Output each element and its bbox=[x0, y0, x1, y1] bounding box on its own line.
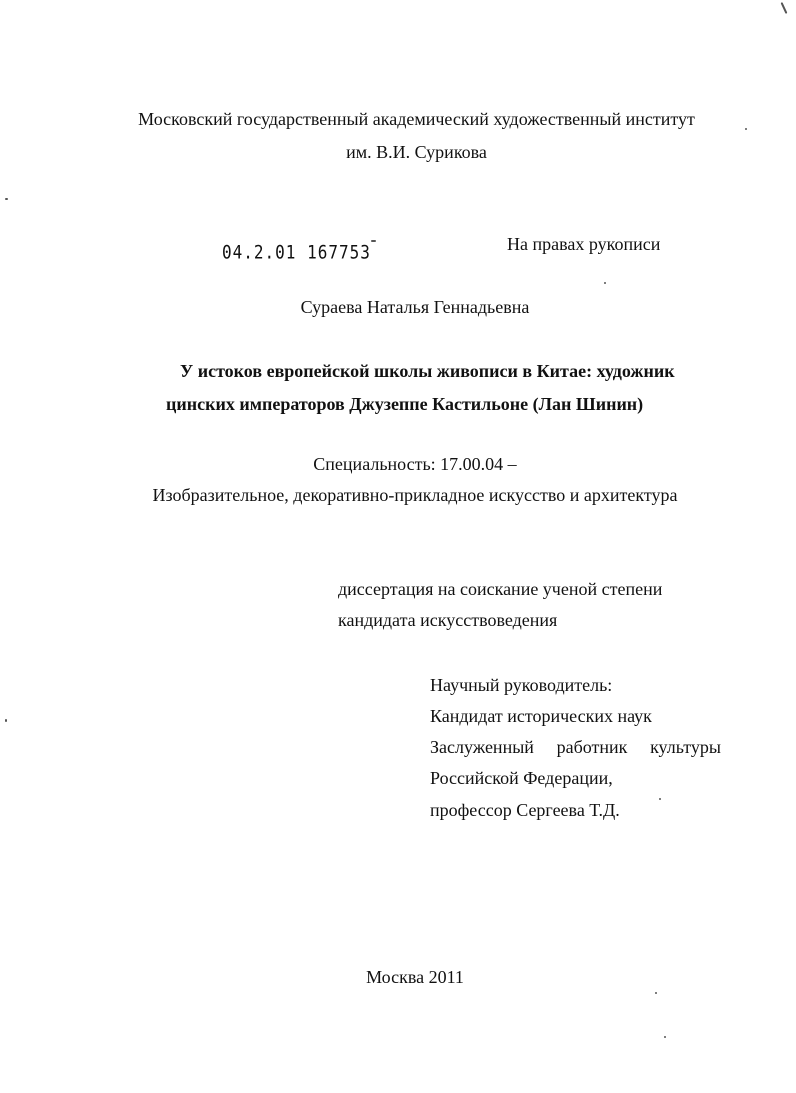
registry-stamp: 04.2.01 167753 bbox=[222, 241, 371, 263]
scan-artifact-speck bbox=[664, 1036, 666, 1038]
supervisor-name: профессор Сергеева Т.Д. bbox=[430, 800, 620, 820]
scan-artifact-speck bbox=[5, 198, 8, 200]
institution-name: Московский государственный академический художественный институт bbox=[138, 109, 695, 129]
supervisor-title-word-3: культуры bbox=[650, 737, 721, 757]
supervisor-honorary-title-cont: Российской Федерации, bbox=[430, 768, 613, 788]
author-name: Сураева Наталья Геннадьевна bbox=[300, 297, 530, 317]
supervisor-title-word-1: Заслуженный bbox=[430, 737, 534, 757]
supervisor-title-word-2: работник bbox=[556, 737, 628, 757]
supervisor-degree: Кандидат исторических наук bbox=[430, 706, 652, 726]
specialty-name: Изобразительное, декоративно-прикладное искусство и архитектура bbox=[152, 485, 678, 505]
degree-line-2: кандидата искусствоведения bbox=[338, 610, 558, 630]
scan-artifact-mark bbox=[781, 2, 788, 14]
degree-line-1: диссертация на соискание ученой степени bbox=[338, 579, 663, 599]
scan-artifact-speck bbox=[745, 128, 747, 130]
scan-artifact-speck bbox=[659, 798, 661, 800]
scan-artifact-speck bbox=[604, 282, 606, 284]
dissertation-title-line-1: У истоков европейской школы живописи в Китае: художник bbox=[180, 361, 675, 381]
scan-artifact-dash bbox=[371, 240, 376, 242]
institution-named-after: им. В.И. Сурикова bbox=[346, 142, 487, 162]
specialty-code: Специальность: 17.00.04 – bbox=[313, 454, 517, 474]
scan-artifact-speck bbox=[5, 719, 7, 722]
manuscript-rights: На правах рукописи bbox=[507, 234, 661, 254]
city-year: Москва 2011 bbox=[366, 967, 464, 987]
scan-artifact-speck bbox=[655, 992, 657, 994]
supervisor-role: Научный руководитель: bbox=[430, 675, 613, 695]
dissertation-title-line-2: цинских императоров Джузеппе Кастильоне (Лан Шинин) bbox=[166, 394, 644, 414]
supervisor-honorary-title bbox=[430, 736, 721, 758]
